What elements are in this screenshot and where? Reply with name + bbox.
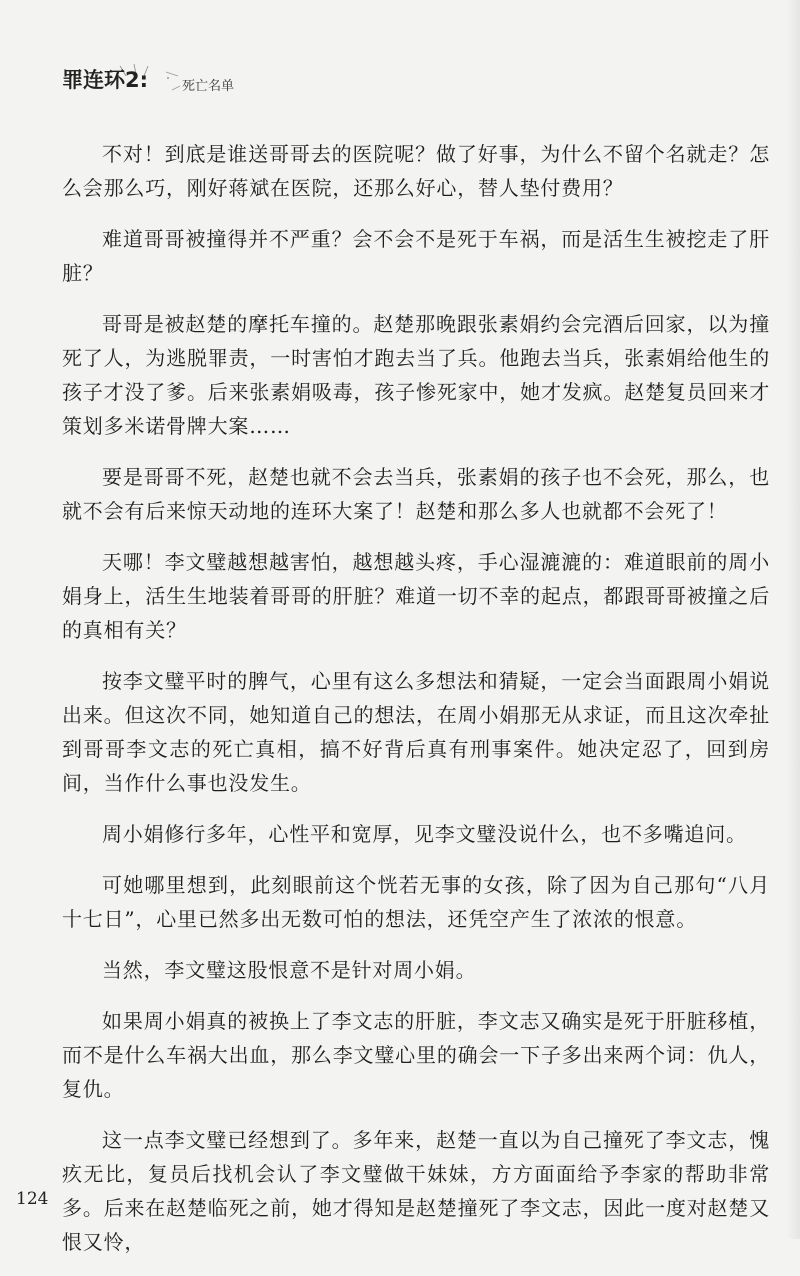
- paragraph: 这一点李文璧已经想到了。多年来，赵楚一直以为自己撞死了李文志，愧疚无比，复员后找机会认了李文璧做干妹妹，方方面面给予李家的帮助非常多。后来在赵楚临死之前，她才得知是赵楚撞死了李文志，因此一度对赵楚又恨又怜，: [62, 1128, 770, 1254]
- paragraph: 哥哥是被赵楚的摩托车撞的。赵楚那晚跟张素娟约会完酒后回家，以为撞死了人，为逃脱罪责，一时害怕才跑去当了兵。他跑去当兵，张素娟给他生的孩子才没了爹。后来张素娟吸毒，孩子惨死家中，她才发疯。赵楚复员回来才策划多米诺骨牌大案……: [62, 312, 770, 438]
- book-subtitle: 死亡名单: [182, 79, 235, 94]
- page-number: 124: [16, 1189, 49, 1209]
- paragraph: 天哪！李文璧越想越害怕，越想越头疼，手心湿漉漉的：难道眼前的周小娟身上，活生生地装着哥哥的肝脏？难道一切不幸的起点，都跟哥哥被撞之后的真相有关？: [62, 550, 770, 642]
- page-edge-shadow: [786, 0, 800, 1239]
- series-title: 罪连环2:: [62, 68, 149, 92]
- paragraph: 难道哥哥被撞得并不严重？会不会不是死于车祸，而是活生生被挖走了肝脏？: [62, 227, 770, 285]
- paragraph: 按李文璧平时的脾气，心里有这么多想法和猜疑，一定会当面跟周小娟说出来。但这次不同，她知道自己的想法，在周小娟那无从求证，而且这次牵扯到哥哥李文志的死亡真相，搞不好背后真有刑事案件。她决定忍了，回到房间，当作什么事也没发生。: [62, 669, 770, 795]
- paragraph: 可她哪里想到，此刻眼前这个恍若无事的女孩，除了因为自己那句“八月十七日”，心里已然多出无数可怕的想法，还凭空产生了浓浓的恨意。: [62, 873, 770, 931]
- paragraph: 周小娟修行多年，心性平和宽厚，见李文璧没说什么，也不多嘴追问。: [102, 822, 747, 846]
- body-text: [62, 137, 770, 1276]
- running-header: [62, 62, 302, 102]
- paragraph: 当然，李文璧这股恨意不是针对周小娟。: [102, 958, 477, 982]
- paragraph: 要是哥哥不死，赵楚也就不会去当兵，张素娟的孩子也不会死，那么，也就不会有后来惊天动地的连环大案了！赵楚和那么多人也就都不会死了！: [62, 465, 770, 523]
- paragraph: 不对！到底是谁送哥哥去的医院呢？做了好事，为什么不留个名就走？怎么会那么巧，刚好蒋斌在医院，还那么好心，替人垫付费用？: [62, 142, 770, 200]
- paragraph: 如果周小娟真的被换上了李文志的肝脏，李文志又确实是死于肝脏移植，而不是什么车祸大出血，那么李文璧心里的确会一下子多出来两个词：仇人，复仇。: [62, 1009, 770, 1101]
